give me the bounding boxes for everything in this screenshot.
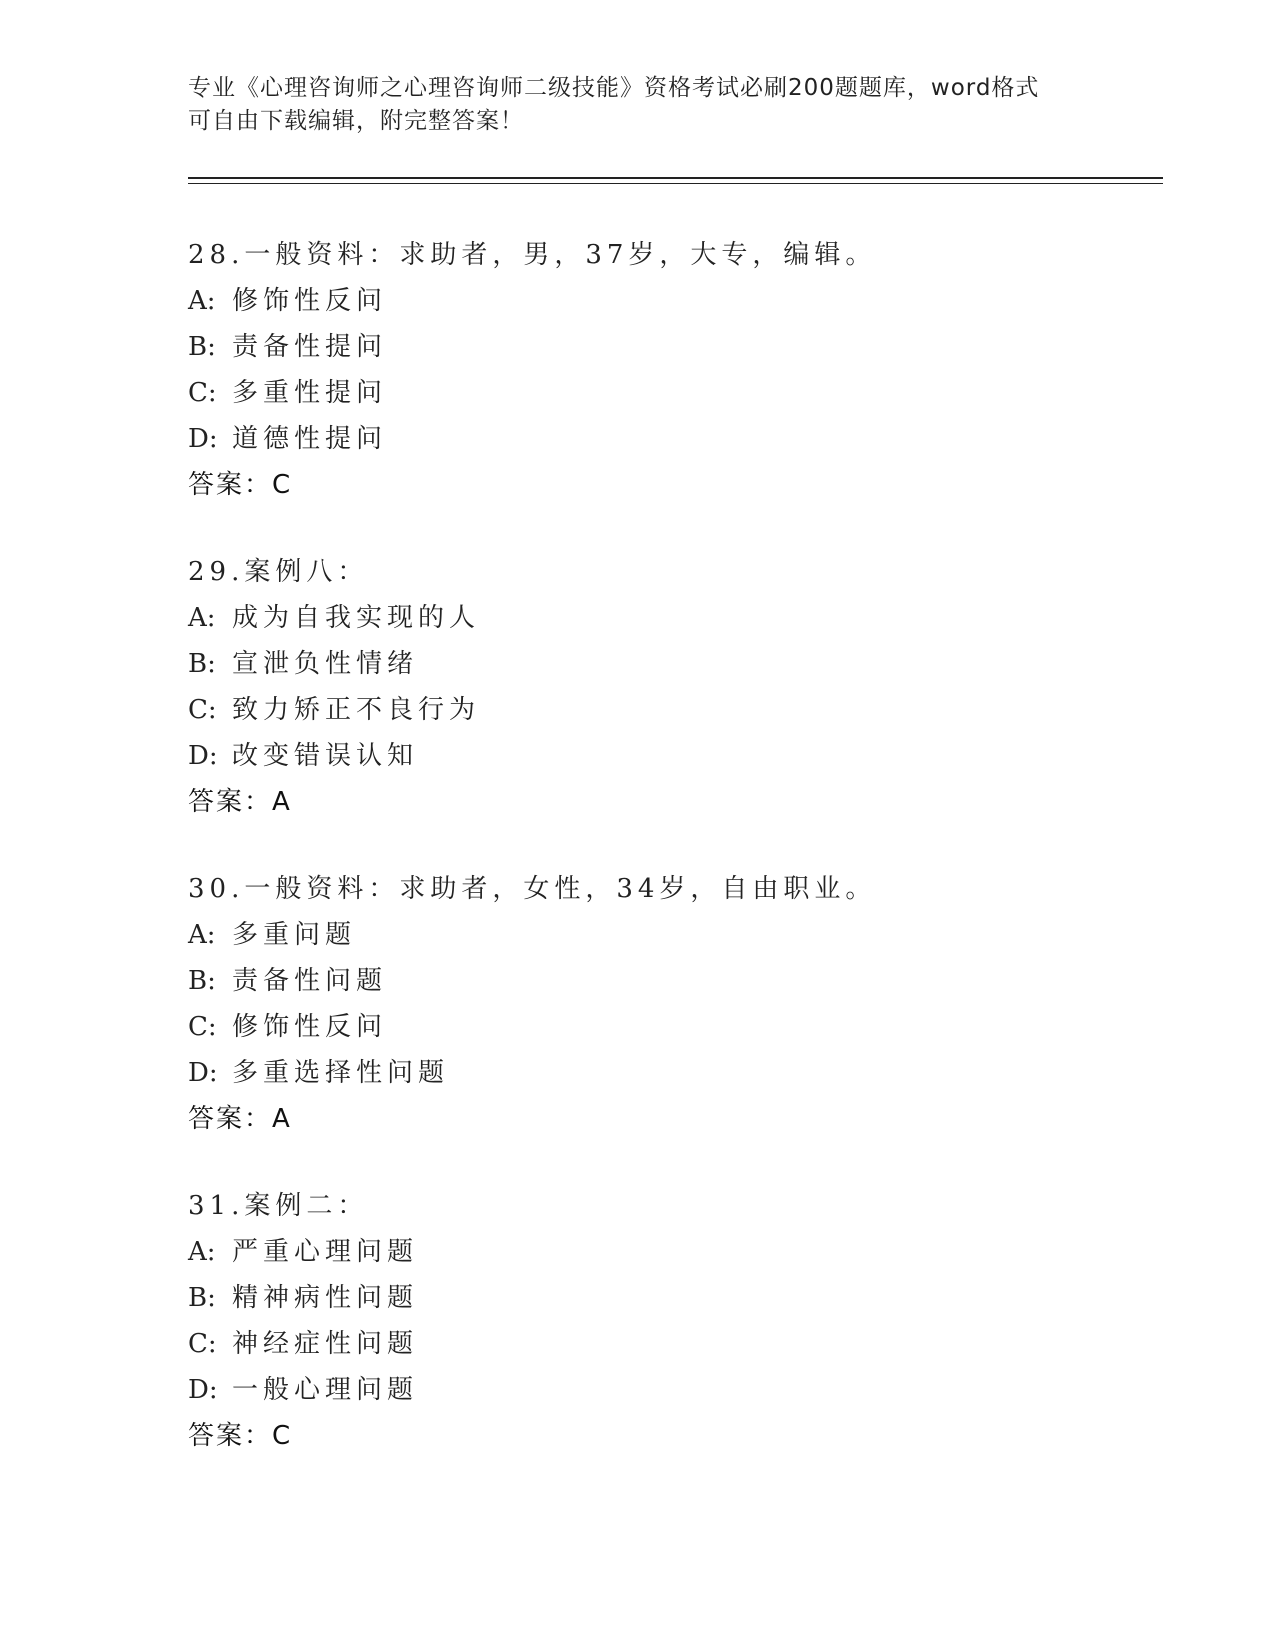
option-letter: A: — [188, 603, 216, 633]
question-30 — [188, 866, 1128, 1142]
option-c — [188, 687, 1128, 733]
option-text: 成为自我实现的人 — [232, 603, 481, 633]
question-title: 29.案例八： — [188, 557, 369, 587]
option-c — [188, 1004, 1128, 1050]
option-text: 改变错误认知 — [232, 741, 419, 771]
option-a — [188, 1229, 1128, 1275]
option-text: 宣泄负性情绪 — [232, 649, 419, 679]
option-c — [188, 1321, 1128, 1367]
option-letter: D: — [188, 1375, 218, 1405]
option-letter: B: — [188, 966, 216, 996]
option-a — [188, 912, 1128, 958]
option-b — [188, 958, 1128, 1004]
option-letter: C: — [188, 378, 217, 408]
option-letter: C: — [188, 695, 217, 725]
option-text: 精神病性问题 — [232, 1283, 419, 1313]
option-letter: B: — [188, 649, 216, 679]
option-text: 致力矫正不良行为 — [232, 695, 481, 725]
option-text: 道德性提问 — [232, 424, 388, 454]
header-line-1: 专业《心理咨询师之心理咨询师二级技能》资格考试必刷200题题库，word格式 — [188, 75, 1040, 101]
option-letter: B: — [188, 332, 216, 362]
option-b — [188, 324, 1128, 370]
option-text: 多重选择性问题 — [232, 1058, 450, 1088]
option-d — [188, 733, 1128, 779]
question-29 — [188, 549, 1128, 825]
option-text: 修饰性反问 — [232, 286, 388, 316]
option-d — [188, 1367, 1128, 1413]
option-text: 责备性提问 — [232, 332, 388, 362]
option-text: 修饰性反问 — [232, 1012, 388, 1042]
header-line-2: 可自由下载编辑，附完整答案！ — [188, 108, 524, 134]
option-letter: A: — [188, 286, 216, 316]
answer-line: 答案：A — [188, 1104, 292, 1134]
option-letter: A: — [188, 1237, 216, 1267]
option-letter: B: — [188, 1283, 216, 1313]
question-title: 31.案例二： — [188, 1191, 369, 1221]
question-title: 30.一般资料：求助者，女性，34岁，自由职业。 — [188, 874, 877, 904]
option-d — [188, 416, 1128, 462]
option-c — [188, 370, 1128, 416]
option-letter: D: — [188, 1058, 218, 1088]
option-text: 多重性提问 — [232, 378, 388, 408]
option-text: 严重心理问题 — [232, 1237, 419, 1267]
option-text: 神经症性问题 — [232, 1329, 419, 1359]
answer-line: 答案：C — [188, 1421, 293, 1451]
option-b — [188, 641, 1128, 687]
option-letter: C: — [188, 1329, 217, 1359]
document-header — [188, 72, 1068, 138]
header-divider-thick — [188, 177, 1163, 179]
option-letter: D: — [188, 424, 218, 454]
answer-line: 答案：C — [188, 470, 293, 500]
option-text: 一般心理问题 — [232, 1375, 419, 1405]
header-divider-thin — [188, 183, 1163, 184]
option-letter: C: — [188, 1012, 217, 1042]
question-title: 28.一般资料：求助者，男，37岁，大专，编辑。 — [188, 240, 877, 270]
option-text: 多重问题 — [232, 920, 357, 950]
option-d — [188, 1050, 1128, 1096]
question-31 — [188, 1183, 1128, 1459]
answer-line: 答案：A — [188, 787, 292, 817]
option-letter: D: — [188, 741, 218, 771]
question-28 — [188, 232, 1128, 508]
option-a — [188, 278, 1128, 324]
option-a — [188, 595, 1128, 641]
option-b — [188, 1275, 1128, 1321]
option-letter: A: — [188, 920, 216, 950]
option-text: 责备性问题 — [232, 966, 388, 996]
